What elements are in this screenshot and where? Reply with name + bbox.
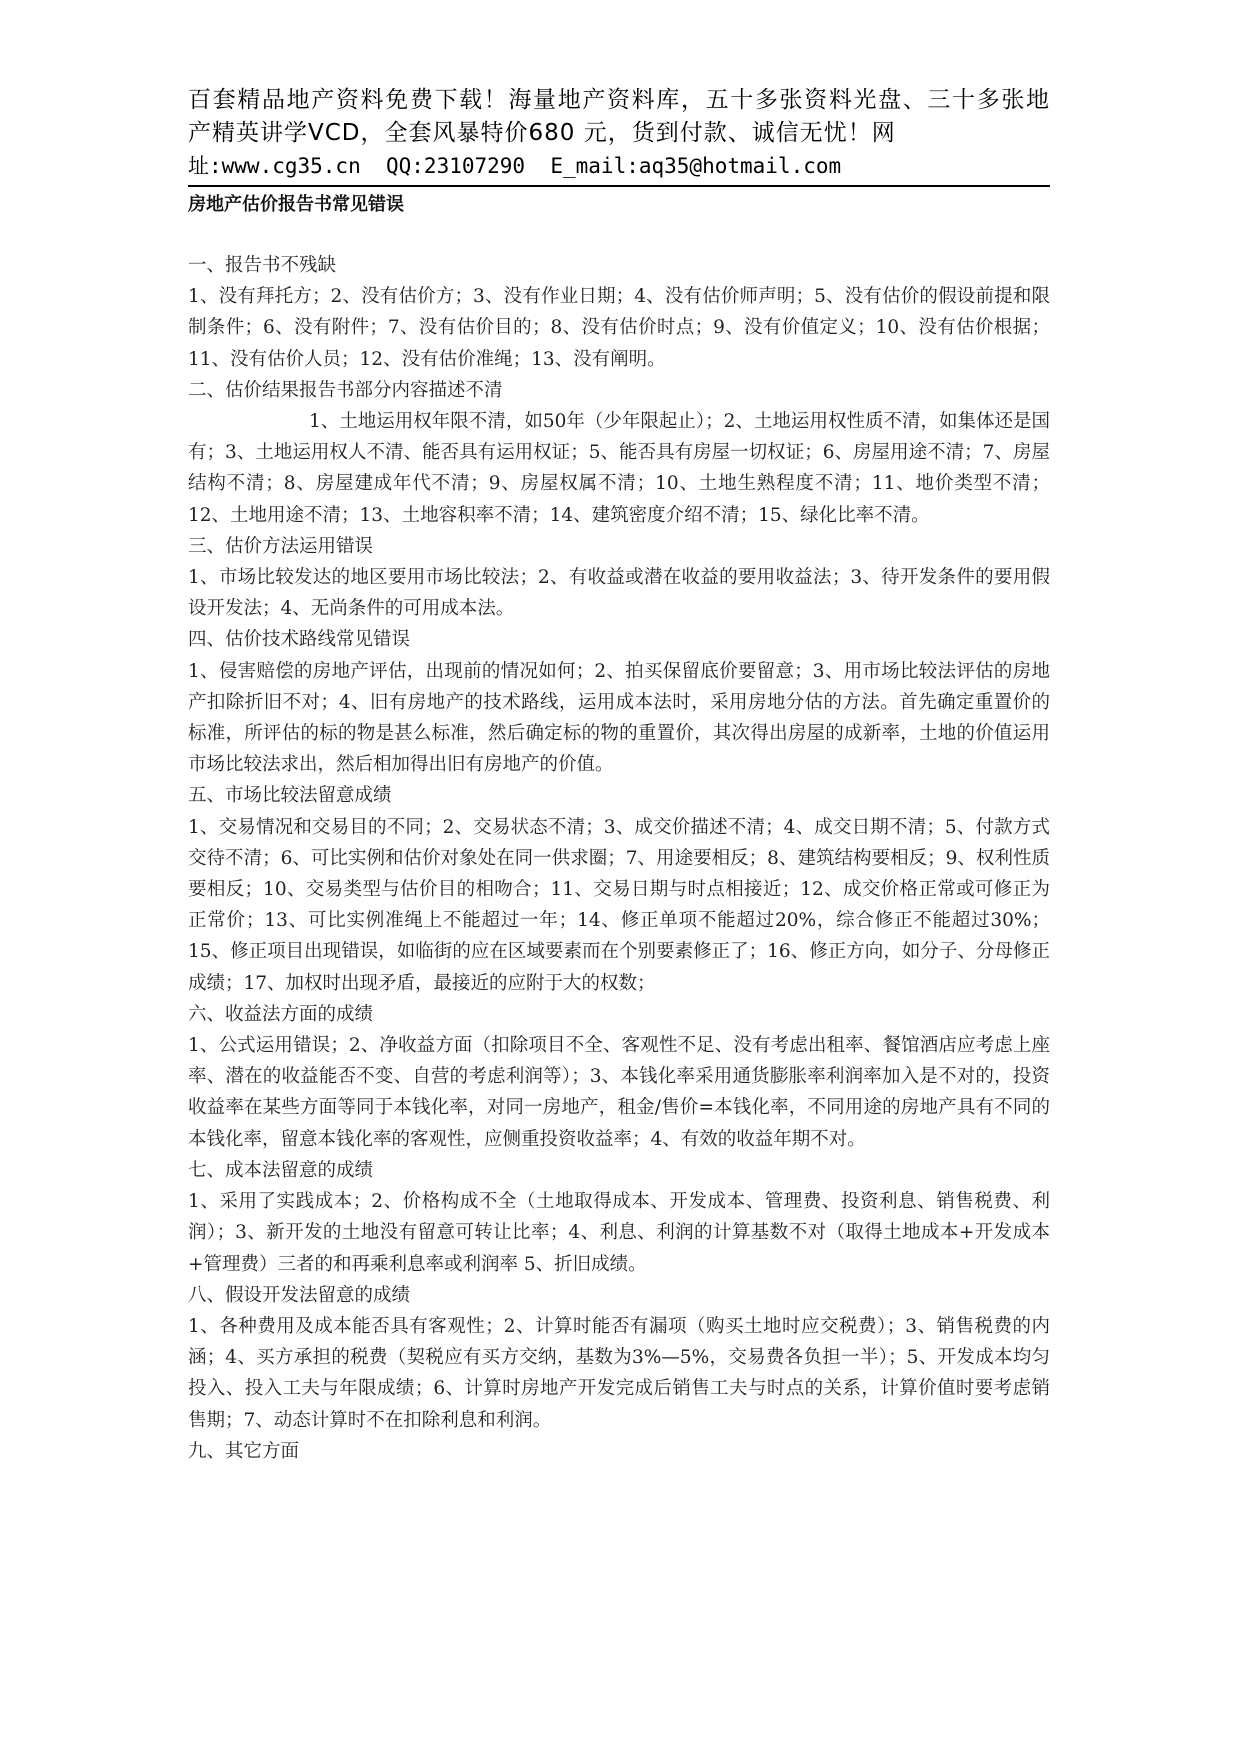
- section-text-1: 1、没有拜托方；2、没有估价方；3、没有作业日期；4、没有估价师声明；5、没有估价的假设前提和限制条件；6、没有附件；7、没有估价目的；8、没有估价时点；9、没有价值定义；10、没有估价根据；11、没有估价人员；12、没有估价准绳；13、没有阐明。: [188, 286, 1050, 370]
- section-text-7: 1、采用了实践成本；2、价格构成不全（土地取得成本、开发成本、管理费、投资利息、销售税费、利润）；3、新开发的土地没有留意可转让比率；4、利息、利润的计算基数不对（取得土地成本+开发成本+管理费）三者的和再乘利息率或利润率 5、折旧成绩。: [188, 1191, 1050, 1275]
- section-text-2: 1、土地运用权年限不清，如50年（少年限起止）；2、土地运用权性质不清，如集体还是国有；3、土地运用权人不清、能否具有运用权证；5、能否具有房屋一切权证；6、房屋用途不清；7、房屋结构不清；8、房屋建成年代不清；9、房屋权属不清；10、土地生熟程度不清；11、地价类型不清；12、土地用途不清；13、土地容积率不清；14、建筑密度介绍不清；15、绿化比率不清。: [188, 411, 1050, 526]
- document-title: 房地产估价报告书常见错误: [188, 194, 404, 215]
- section-heading-7: 七、成本法留意的成绩: [188, 1159, 374, 1181]
- header-divider: [188, 185, 1050, 187]
- blank-line: [188, 219, 1050, 250]
- section-heading-3: 三、估价方法运用错误: [188, 535, 374, 557]
- document-page: [188, 84, 1050, 1467]
- document-body: [188, 219, 1050, 1467]
- section-heading-1: 一、报告书不残缺: [188, 255, 337, 276]
- section-text-4: 1、侵害赔偿的房地产评估，出现前的情况如何；2、拍买保留底价要留意；3、用市场比较法评估的房地产扣除折旧不对；4、旧有房地产的技术路线，运用成本法时，采用房地分估的方法。首先确定重置价的标准，所评估的标的物是甚么标准，然后确定标的物的重置价，其次得出房屋的成新率，土地的价值运用市场比较法求出，然后相加得出旧有房地产的价值。: [188, 660, 1050, 776]
- section-text-5: 1、交易情况和交易目的不同；2、交易状态不清；3、成交价描述不清；4、成交日期不清；5、付款方式交待不清；6、可比实例和估价对象处在同一供求圈；7、用途要相反；8、建筑结构要相反；9、权利性质要相反；10、交易类型与估价目的相吻合；11、交易日期与时点相接近；12、成交价格正常或可修正为正常价；13、可比实例准绳上不能超过一年；14、修正单项不能超过20%，综合修正不能超过30%；15、修正项目出现错误，如临街的应在区域要素而在个别要素修正了；16、修正方向，如分子、分母修正成绩；17、加权时出现矛盾，最接近的应附于大的权数；: [188, 816, 1050, 994]
- advert-contact-line: 址:www.cg35.cn QQ:23107290 E_mail:aq35@hotmail.com: [188, 154, 842, 178]
- section-text-8: 1、各种费用及成本能否具有客观性；2、计算时能否有漏项（购买土地时应交税费）；3、销售税费的内涵；4、买方承担的税费（契税应有买方交纳，基数为3%—5%，交易费各负担一半）；5、开发成本均匀投入、投入工夫与年限成绩；6、计算时房地产开发完成后销售工夫与时点的关系，计算价值时要考虑销售期；7、动态计算时不在扣除利息和利润。: [188, 1315, 1050, 1431]
- section-heading-8: 八、假设开发法留意的成绩: [188, 1284, 411, 1306]
- section-heading-4: 四、估价技术路线常见错误: [188, 629, 411, 651]
- section-heading-2: 二、估价结果报告书部分内容描述不清: [188, 379, 503, 401]
- section-heading-5: 五、市场比较法留意成绩: [188, 785, 392, 807]
- section-text-3: 1、市场比较发达的地区要用市场比较法；2、有收益或潜在收益的要用收益法；3、待开发条件的要用假设开发法；4、无尚条件的可用成本法。: [188, 567, 1050, 620]
- advert-banner-text: 百套精品地产资料免费下载！海量地产资料库，五十多张资料光盘、三十多张地产精英讲学VCD，全套风暴特价680 元，货到付款、诚信无忧！网: [188, 87, 1050, 146]
- section-heading-6: 六、收益法方面的成绩: [188, 1003, 374, 1025]
- section-text-6: 1、公式运用错误；2、净收益方面（扣除项目不全、客观性不足、没有考虑出租率、餐馆酒店应考虑上座率、潜在的收益能否不变、自营的考虑利润等）；3、本钱化率采用通货膨胀率利润率加入是不对的，投资收益率在某些方面等同于本钱化率，对同一房地产，租金/售价=本钱化率，不同用途的房地产具有不同的本钱化率，留意本钱化率的客观性，应侧重投资收益率；4、有效的收益年期不对。: [188, 1035, 1050, 1150]
- section-heading-9: 九、其它方面: [188, 1440, 300, 1462]
